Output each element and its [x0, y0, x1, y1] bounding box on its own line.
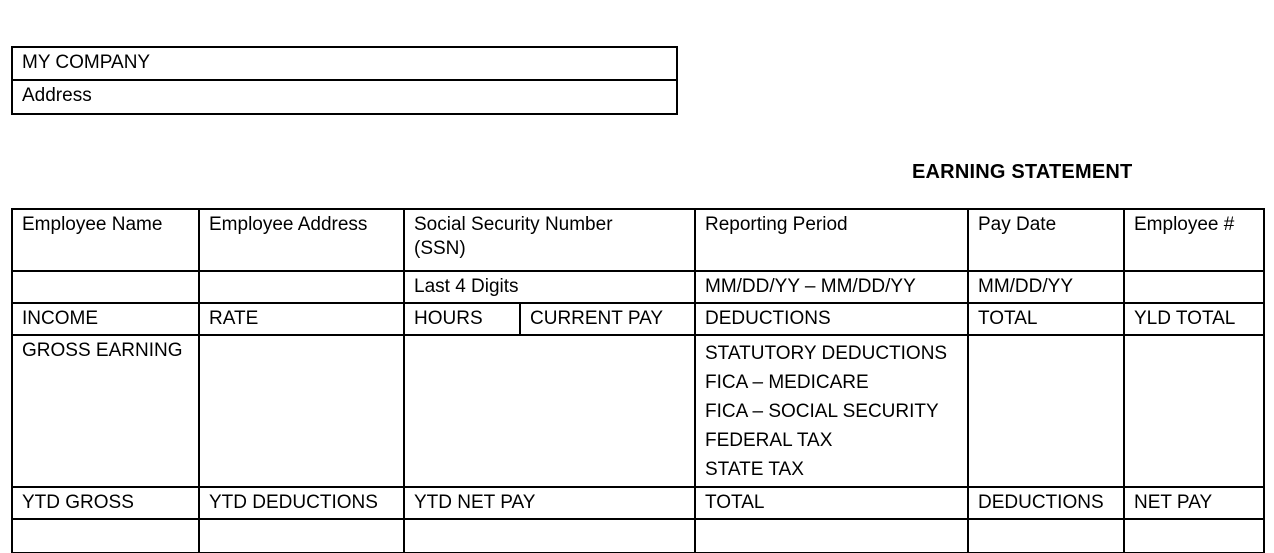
deduction-item-fica-medicare: FICA – MEDICARE	[705, 372, 869, 393]
header-employee-name: Employee Name	[12, 209, 199, 271]
header-employee-number: Employee #	[1124, 209, 1264, 271]
deduction-item-fica-social-security: FICA – SOCIAL SECURITY	[705, 401, 939, 422]
yld-total-value-cell[interactable]	[1124, 335, 1264, 487]
header-pay-date: Pay Date	[968, 209, 1124, 271]
ytd-gross-value-cell[interactable]	[12, 519, 199, 553]
ytd-net-pay-value-cell[interactable]	[404, 519, 695, 553]
rate-value-cell[interactable]	[199, 335, 404, 487]
subheader-hours: HOURS	[404, 303, 520, 335]
deduction-item-statutory: STATUTORY DEDUCTIONS	[705, 343, 948, 364]
employee-name-value-cell[interactable]	[12, 271, 199, 303]
header-ssn	[404, 209, 695, 271]
deductions-value-cell[interactable]	[968, 519, 1124, 553]
gross-earning-cell: GROSS EARNING	[12, 335, 199, 487]
label-ytd-net-pay: YTD NET PAY	[404, 487, 695, 519]
subheader-rate: RATE	[199, 303, 404, 335]
pay-date-format-cell[interactable]: MM/DD/YY	[968, 271, 1124, 303]
hours-current-pay-value-cell[interactable]	[404, 335, 695, 487]
employee-address-value-cell[interactable]	[199, 271, 404, 303]
earning-statement-table	[11, 208, 1265, 553]
label-net-pay: NET PAY	[1124, 487, 1264, 519]
header-ssn-line2: (SSN)	[414, 237, 466, 259]
company-address-cell: Address	[12, 80, 677, 114]
header-reporting-period: Reporting Period	[695, 209, 968, 271]
deduction-item-state-tax: STATE TAX	[705, 459, 804, 480]
employee-number-value-cell[interactable]	[1124, 271, 1264, 303]
header-ssn-line1: Social Security Number	[414, 214, 613, 235]
ytd-deductions-value-cell[interactable]	[199, 519, 404, 553]
subheader-yld-total: YLD TOTAL	[1124, 303, 1264, 335]
reporting-period-format-cell[interactable]: MM/DD/YY – MM/DD/YY	[695, 271, 968, 303]
subheader-current-pay: CURRENT PAY	[520, 303, 695, 335]
net-pay-value-cell[interactable]	[1124, 519, 1264, 553]
ssn-hint-cell[interactable]: Last 4 Digits	[404, 271, 695, 303]
label-ytd-deductions: YTD DEDUCTIONS	[199, 487, 404, 519]
label-ytd-gross: YTD GROSS	[12, 487, 199, 519]
subheader-income: INCOME	[12, 303, 199, 335]
company-name-cell: MY COMPANY	[12, 47, 677, 80]
total-value-cell[interactable]	[695, 519, 968, 553]
deductions-total-value-cell[interactable]	[968, 335, 1124, 487]
label-deductions: DEDUCTIONS	[968, 487, 1124, 519]
label-total: TOTAL	[695, 487, 968, 519]
page-title: EARNING STATEMENT	[912, 161, 1133, 183]
header-employee-address: Employee Address	[199, 209, 404, 271]
subheader-deductions: DEDUCTIONS	[695, 303, 968, 335]
deduction-item-federal-tax: FEDERAL TAX	[705, 430, 833, 451]
company-box	[11, 46, 678, 115]
deduction-list-cell	[695, 335, 968, 487]
subheader-total: TOTAL	[968, 303, 1124, 335]
